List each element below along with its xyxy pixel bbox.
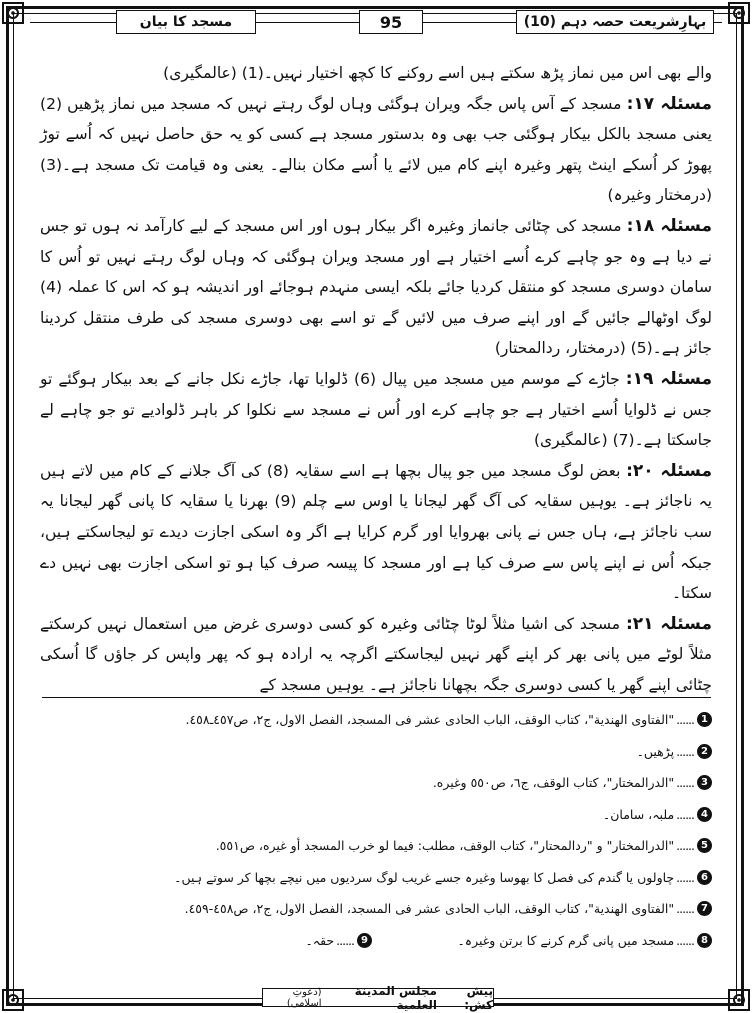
page-number: 95 — [359, 10, 423, 34]
header-rule — [30, 22, 116, 23]
leader-dots: ...... — [676, 901, 694, 917]
footnote-text: ملبہ، سامان۔ — [602, 806, 675, 822]
footnote-text: "الدرالمختار" و "ردالمحتار"، كتاب الوقف، مطلب: فيما لو خرب المسجد أو غيره، ص٥٥١. — [215, 838, 675, 854]
footnote-number: 7 — [697, 901, 712, 916]
leader-dots: ...... — [676, 838, 694, 854]
chapter-title: مسجد کا بیان — [116, 10, 256, 34]
footnote-number: 4 — [697, 807, 712, 822]
footnote-text: مسجد میں پانی گرم کرنے کا برتن وغیرہ۔ — [457, 932, 675, 948]
footnote-text: پڑھیں۔ — [636, 743, 675, 759]
corner-ornament-icon — [728, 2, 750, 24]
book-title: بہارِشریعت حصہ دہم (10) — [516, 10, 714, 34]
footnotes — [40, 704, 712, 956]
footnote — [40, 736, 712, 768]
masala-label: مسئلہ ۲۱: — [625, 613, 712, 634]
footnote — [40, 862, 712, 894]
leader-dots: ...... — [676, 806, 694, 822]
leader-dots: ...... — [676, 743, 694, 759]
footnote-number: 9 — [357, 933, 372, 948]
footnote-pair — [40, 925, 712, 957]
body-text — [40, 58, 712, 700]
leader-dots: ...... — [676, 775, 694, 791]
paragraph-text: والے بھی اس میں نماز پڑھ سکتے ہیں اسے روکنے کا کچھ اختیار نہیں۔(1) (عالمگیری) — [163, 64, 712, 82]
footnote — [40, 704, 712, 736]
masala-label: مسئلہ ۲۰: — [626, 460, 712, 481]
paragraph — [40, 58, 712, 89]
leader-dots: ...... — [336, 932, 354, 948]
publisher-footer — [262, 983, 494, 1012]
leader-dots: ...... — [676, 932, 694, 948]
paragraph — [40, 89, 712, 211]
footnote-divider — [42, 697, 711, 698]
footnote — [305, 933, 372, 948]
header-rule — [423, 22, 516, 23]
footnote-number: 3 — [697, 775, 712, 790]
footnote — [40, 767, 712, 799]
paragraph — [40, 609, 712, 701]
header-rule — [256, 22, 359, 23]
corner-ornament-icon — [728, 989, 750, 1011]
paragraph — [40, 211, 712, 364]
footnote-number: 2 — [697, 744, 712, 759]
paragraph — [40, 456, 712, 609]
footnote-text: "الفتاوى الهندية"، كتاب الوقف، الباب الحادى عشر فى المسجد، الفصل الاول، ج٢، ص٤٥٨-٤٥٩. — [184, 901, 675, 917]
footnote-text: "الدرالمختار"، كتاب الوقف، ج٦، ص٥٥٠ وغيره. — [432, 775, 675, 791]
paragraph-text: بعض لوگ مسجد میں جو پیال بچھا ہے اسے سقایہ (8) کی آگ جلانے کے کام میں لاتے ہیں یہ ناجائز ہے۔ یوہیں سقایہ کی آگ گھر لیجانا یا اوس سے چلم (9) بھرنا یا سقایہ کا پانی گھر لیجانا یہ سب ناجائز ہے، ہاں جس نے پانی بھروایا اور گرم کرایا ہے اگر وہ اسکی اجازت دیدے تو لیجاسکتے ہیں، جبکہ اُس نے اپنے پاس سے صرف کیا ہے اور مسجد کا پیسہ صرف کیا ہو تو اسکی اجازت بھی نہیں دے سکتا۔ — [40, 461, 712, 603]
footnote-number: 1 — [697, 712, 712, 727]
masala-label: مسئلہ ۱۷: — [626, 93, 712, 114]
footer-publisher: مجلس المدينة العلمية — [354, 983, 437, 1012]
paragraph — [40, 364, 712, 456]
masala-label: مسئلہ ۱۹: — [625, 368, 712, 389]
footer-prefix: پیش کش: — [464, 983, 493, 1012]
footnote-text: چاولوں یا گندم کی فصل کا بھوسا وغیرہ جسے غریب لوگ سردیوں میں نیچے بچھا کر سوتے ہیں۔ — [174, 869, 675, 885]
footnote-text: حقہ۔ — [305, 932, 335, 948]
footnote — [40, 893, 712, 925]
paragraph-text: مسجد کی چٹائی جانماز وغیرہ اگر بیکار ہوں اور اس مسجد کے لیے کارآمد نہ ہوں تو جس نے دیا ہے وہ جو چاہے کرے اُسے اختیار ہے اور مسجد ویران ہوگئی کہ وہاں لوگ رہتے نہیں تو اُس کا سامان دوسری مسجد کو منتقل کردیا جائے بلکہ ایسی منہدم ہوجائے اور اندیشہ ہو کہ اس کا عملہ (4) لوگ اوٹھالے جائیں گے اور اپنے صرف میں لائیں گے تو اسے بھی دوسری مسجد کی طرف منتقل کردینا جائز ہے۔(5) (درمختار، ردالمحتار) — [40, 216, 712, 358]
footnote-number: 5 — [697, 838, 712, 853]
footer-org: (دعوتِ اسلامی) — [286, 986, 322, 1009]
footnote — [40, 830, 712, 862]
paragraph-text: جاڑے کے موسم میں مسجد میں پیال (6) ڈلوایا تھا، جاڑے نکل جانے کے بعد بیکار ہوگئے تو جس نے ڈلوایا اُسے اختیار ہے جو چاہے کرے اور اُس نے مسجد سے نکلوا کر باہر ڈلوادیے تو جو چاہے لے جاسکتا ہے۔(7) (عالمگیری) — [40, 369, 712, 450]
masala-label: مسئلہ ۱۸: — [626, 215, 712, 236]
paragraph-text: مسجد کے آس پاس جگہ ویران ہوگئی وہاں لوگ رہتے نہیں کہ مسجد میں نماز پڑھیں (2) یعنی مسجد بالکل بیکار ہوگئی جب بھی وہ بدستور مسجد ہے کسی کو یہ حق حاصل نہیں کہ اُسے توڑ پھوڑ کر اُسکے اینٹ پتھر وغیرہ اپنے کام میں لائے یا اُسے مکان بنالے۔ یعنی وہ قیامت تک مسجد ہے۔(3) (درمختار وغیرہ) — [40, 94, 712, 205]
footnote-number: 8 — [697, 933, 712, 948]
leader-dots: ...... — [676, 869, 694, 885]
footnote — [40, 799, 712, 831]
leader-dots: ...... — [676, 712, 694, 728]
paragraph-text: مسجد کی اشیا مثلاً لوٹا چٹائی وغیرہ کو کسی دوسری غرض میں استعمال نہیں کرسکتے مثلاً لوٹے میں پانی بھر کر اپنے گھر نہیں لیجاسکتے اگرچہ یہ ارادہ ہو کہ پھر واپس کر جاؤں گا اُسکی چٹائی اپنے گھر یا کسی دوسری جگہ بچھانا ناجائز ہے۔ یوہیں مسجد کے — [40, 614, 712, 694]
footnote-text: "الفتاوى الهندية"، كتاب الوقف، الباب الحادى عشر فى المسجد، الفصل الاول، ج٢، ص٤٥٧ـ٤٥٨. — [185, 712, 675, 728]
corner-ornament-icon — [2, 2, 24, 24]
header-rule — [714, 22, 722, 23]
corner-ornament-icon — [2, 989, 24, 1011]
footnote-number: 6 — [697, 870, 712, 885]
page-header — [30, 8, 722, 36]
footnote — [372, 933, 712, 948]
